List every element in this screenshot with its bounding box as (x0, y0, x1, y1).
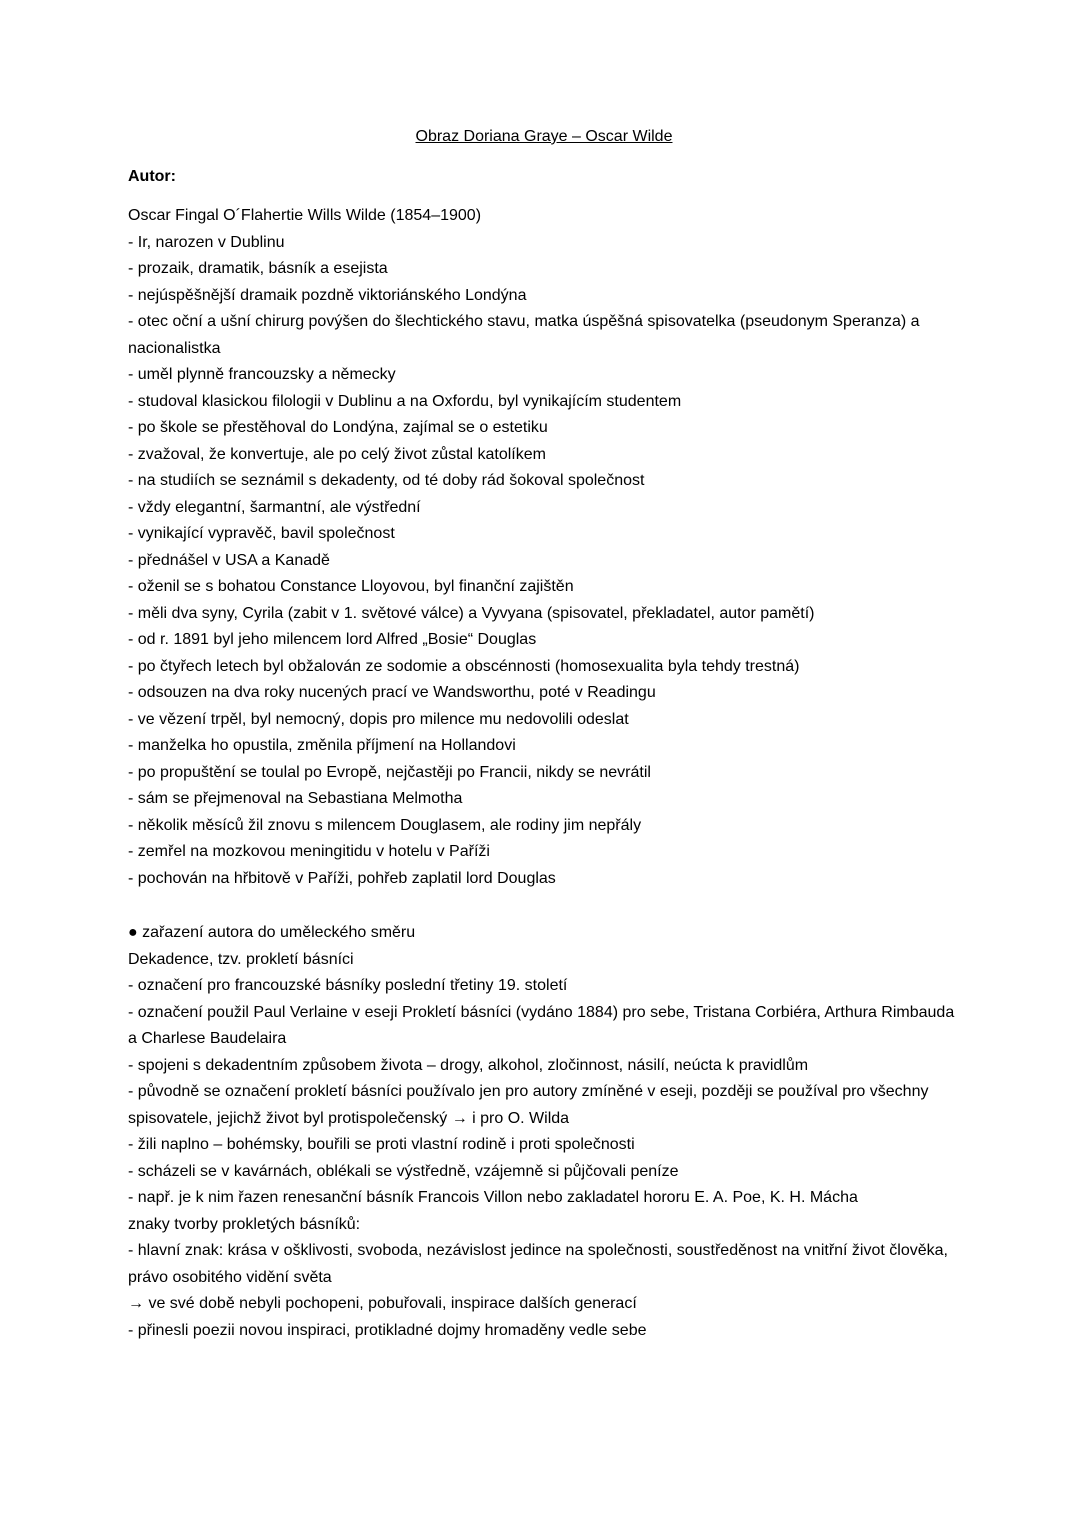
text-line: - označení použil Paul Verlaine v eseji Prokletí básníci (vydáno 1884) pro sebe, Tristana Corbiéra, Arthura Rimbauda a Charlese Baudelaira (128, 1003, 955, 1047)
text-line: - sám se přejmenoval na Sebastiana Melmotha (128, 790, 463, 807)
text-line: - např. je k nim řazen renesanční básník Francois Villon nebo zakladatel hororu E. A. Poe, K. H. Mácha (128, 1189, 858, 1206)
text-line: - přinesli poezii novou inspiraci, protikladné dojmy hromaděny vedle sebe (128, 1321, 647, 1339)
text-line: - ve vězení trpěl, byl nemocný, dopis pro milence mu nedovolili odeslat (128, 710, 629, 728)
text-line: ● zařazení autora do uměleckého směru (128, 924, 416, 941)
text-line: - zemřel na mozkovou meningitidu v hotelu v Paříži (128, 843, 490, 860)
document-title: Obraz Doriana Graye – Oscar Wilde (415, 128, 673, 145)
text-line: - spojeni s dekadentním způsobem života – drogy, alkohol, zločinnost, násilí, neúcta k pravidlům (128, 1056, 809, 1074)
text-line: - po škole se přestěhoval do Londýna, zajímal se o estetiku (128, 419, 548, 436)
text-line: Oscar Fingal O´Flahertie Wills Wilde (1854–1900) (128, 207, 482, 224)
text-line: - otec oční a ušní chirurg povýšen do šlechtického stavu, matka úspěšná spisovatelka (pseudonym Speranza) a nacionalistka (128, 313, 920, 357)
text-line: → ve své době nebyli pochopeni, pobuřovali, inspirace dalších generací (128, 1295, 637, 1312)
author-heading: Autor: (128, 167, 176, 185)
text-line: - od r. 1891 byl jeho milencem lord Alfred „Bosie“ Douglas (128, 631, 537, 648)
text-line: - po propuštění se toulal po Evropě, nejčastěji po Francii, nikdy se nevrátil (128, 763, 651, 781)
author-section (128, 203, 960, 892)
text-line: - scházeli se v kavárnách, oblékali se výstředně, vzájemně si půjčovali peníze (128, 1162, 679, 1180)
text-line: - měli dva syny, Cyrila (zabit v 1. světové válce) a Vyvyana (spisovatel, překladatel, autor pamětí) (128, 604, 815, 622)
text-line: - po čtyřech letech byl obžalován ze sodomie a obscénnosti (homosexualita byla tehdy trestná) (128, 657, 800, 675)
text-line: - studoval klasickou filologii v Dublinu a na Oxfordu, byl vynikajícím studentem (128, 392, 682, 410)
text-line: - pochován na hřbitově v Paříži, pohřeb zaplatil lord Douglas (128, 869, 556, 887)
text-line: - žili naplno – bohémsky, bouřili se proti vlastní rodině i proti společnosti (128, 1136, 635, 1153)
text-line: - několik měsíců žil znovu s milencem Douglasem, ale rodiny jim nepřály (128, 816, 642, 834)
text-line: - původně se označení prokletí básníci používalo jen pro autory zmíněné v eseji, později se používal pro všechny spisovatele, jejichž život byl protispolečenský → i pro O. Wilda (128, 1083, 929, 1127)
text-line: - nejúspěšnější dramaik pozdně viktoriánského Londýna (128, 286, 527, 304)
movement-section (128, 920, 960, 1344)
text-line: - vynikající vypravěč, bavil společnost (128, 525, 395, 542)
text-line: - hlavní znak: krása v ošklivosti, svoboda, nezávislost jedince na společnosti, soustředěnost na vnitřní život člověka, právo osobitého vidění světa (128, 1242, 948, 1286)
text-line: Dekadence, tzv. prokletí básníci (128, 950, 354, 968)
text-line: - prozaik, dramatik, básník a esejista (128, 260, 388, 277)
text-line: - manželka ho opustila, změnila příjmení na Hollandovi (128, 737, 516, 754)
text-line: - vždy elegantní, šarmantní, ale výstřední (128, 498, 421, 516)
text-line: - přednášel v USA a Kanadě (128, 551, 330, 569)
text-line: - označení pro francouzské básníky poslední třetiny 19. století (128, 977, 568, 994)
text-line: - oženil se s bohatou Constance Lloyovou, byl finanční zajištěn (128, 578, 574, 595)
text-line: - Ir, narozen v Dublinu (128, 233, 285, 251)
text-line: - zvažoval, že konvertuje, ale po celý život zůstal katolíkem (128, 445, 546, 463)
text-line: - odsouzen na dva roky nucených prací ve Wandsworthu, poté v Readingu (128, 684, 656, 701)
text-line: - na studiích se seznámil s dekadenty, od té doby rád šokoval společnost (128, 472, 645, 489)
text-line: - uměl plynně francouzsky a německy (128, 366, 396, 383)
text-line: znaky tvorby prokletých básníků: (128, 1215, 361, 1233)
